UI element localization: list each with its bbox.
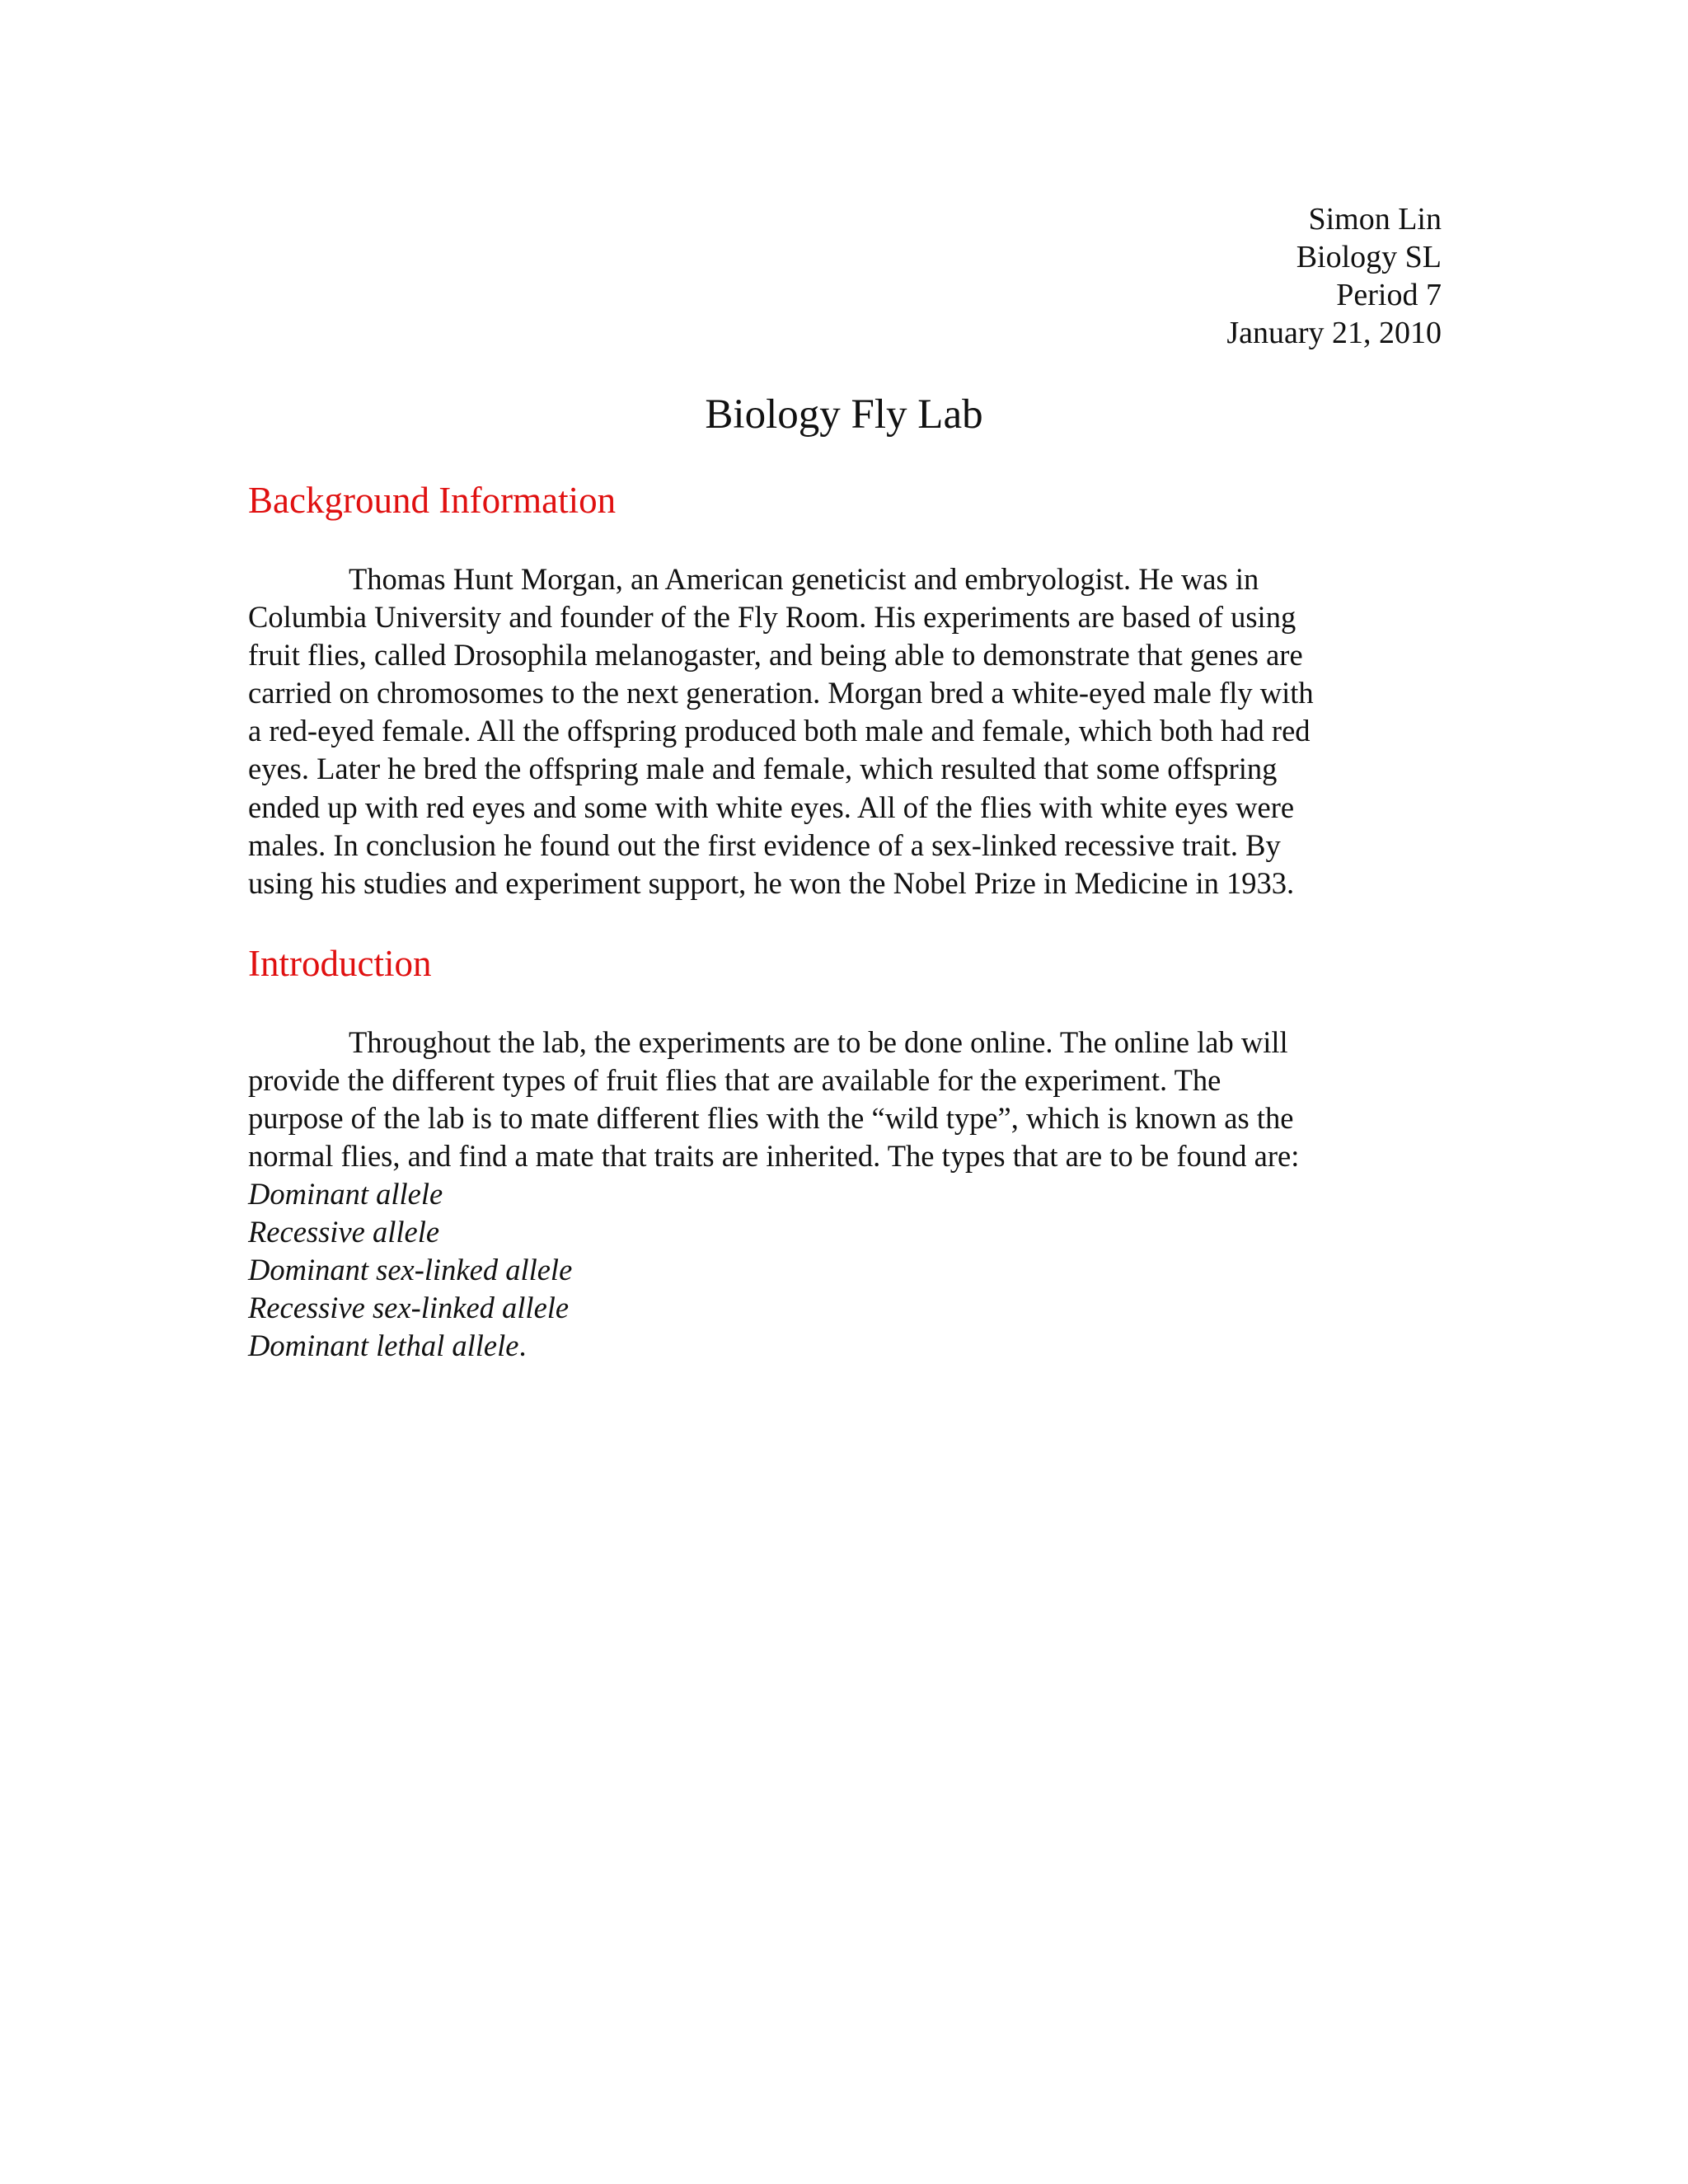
- list-item: Dominant allele: [248, 1177, 443, 1211]
- list-item: Recessive allele: [248, 1215, 440, 1249]
- paragraph-line: ended up with red eyes and some with white eyes. All of the flies with white eyes were: [248, 790, 1295, 824]
- allele-type-list: [248, 1175, 572, 1365]
- background-heading: Background Information: [248, 480, 617, 521]
- paragraph-line: using his studies and experiment support, he won the Nobel Prize in Medicine in 1933.: [248, 865, 1295, 900]
- paragraph-line: eyes. Later he bred the offspring male and female, which resulted that some offspring: [248, 752, 1278, 786]
- class-period: Period 7: [1336, 278, 1442, 312]
- paragraph-line: Thomas Hunt Morgan, an American geneticist and embryologist. He was in: [349, 562, 1259, 596]
- background-paragraph: [248, 560, 1451, 902]
- list-item: Dominant sex-linked allele: [248, 1253, 573, 1287]
- course-name: Biology SL: [1296, 240, 1442, 274]
- paragraph-line: fruit flies, called Drosophila melanogaster, and being able to demonstrate that genes are: [248, 638, 1303, 673]
- introduction-paragraph: [248, 1024, 1451, 1175]
- paragraph-line: provide the different types of fruit flies that are available for the experiment. The: [248, 1063, 1221, 1098]
- paragraph-line: normal flies, and find a mate that traits are inherited. The types that are to be found are:: [248, 1139, 1300, 1174]
- paragraph-line: purpose of the lab is to mate different flies with the “wild type”, which is known as the: [248, 1101, 1294, 1136]
- paragraph-line: a red-eyed female. All the offspring produced both male and female, which both had red: [248, 714, 1311, 748]
- document-date: January 21, 2010: [1226, 316, 1442, 350]
- paragraph-line: Columbia University and founder of the Fly Room. His experiments are based of using: [248, 600, 1296, 635]
- author-name: Simon Lin: [1308, 202, 1442, 237]
- author-header: [1226, 200, 1442, 352]
- list-item: [248, 1327, 572, 1365]
- paragraph-line: Throughout the lab, the experiments are to be done online. The online lab will: [349, 1025, 1288, 1059]
- paragraph-line: carried on chromosomes to the next generation. Morgan bred a white-eyed male fly with: [248, 676, 1314, 710]
- introduction-heading: Introduction: [248, 943, 432, 984]
- list-item: Recessive sex-linked allele: [248, 1291, 570, 1325]
- list-end-punctuation: .: [518, 1329, 527, 1363]
- list-item-text: Dominant lethal allele: [248, 1329, 519, 1363]
- paragraph-line: males. In conclusion he found out the first evidence of a sex-linked recessive trait. By: [248, 827, 1281, 862]
- document-title: Biology Fly Lab: [705, 391, 983, 438]
